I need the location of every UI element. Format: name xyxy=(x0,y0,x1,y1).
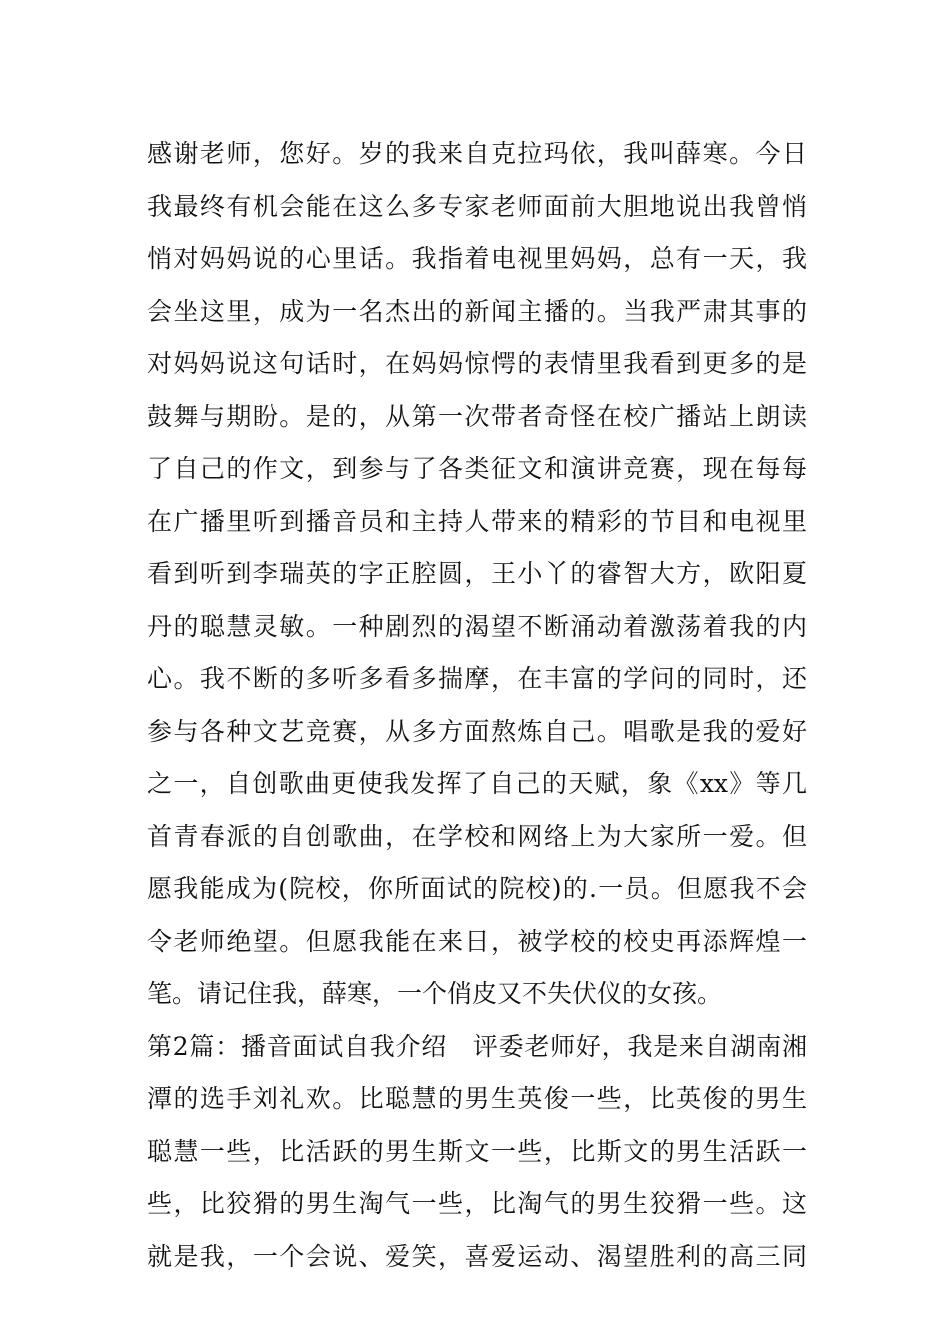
text-line: 在广播里听到播音员和主持人带来的精彩的节目和电视里 xyxy=(147,506,807,536)
text-line: 些，比狡猾的男生淘气一些，比淘气的男生狡猾一些。这 xyxy=(147,1189,807,1218)
text-line: 心。我不断的多听多看多揣摩，在丰富的学问的同时，还 xyxy=(147,664,807,693)
text-line: 潭的选手刘礼欢。比聪慧的男生英俊一些，比英俊的男生 xyxy=(147,1084,807,1113)
body-text xyxy=(147,128,807,1283)
text-line: 悄对妈妈说的心里话。我指着电视里妈妈，总有一天，我 xyxy=(147,244,807,273)
text-line: 丹的聪慧灵敏。一种剧烈的渴望不断涌动着激荡着我的内 xyxy=(147,611,807,641)
text-line: 感谢老师，您好。岁的我来自克拉玛依，我叫薛寒。今日 xyxy=(147,139,807,168)
text-line: 就是我，一个会说、爱笑，喜爱运动、渴望胜利的高三同 xyxy=(147,1241,807,1271)
text-line: 看到听到李瑞英的字正腔圆，王小丫的睿智大方，欧阳夏 xyxy=(147,559,807,588)
text-line: 对妈妈说这句话时，在妈妈惊愕的表情里我看到更多的是 xyxy=(147,349,807,378)
text-line: 愿我能成为(院校，你所面试的院校)的.一员。但愿我不会 xyxy=(147,874,807,903)
text-line: 鼓舞与期盼。是的，从第一次带者奇怪在校广播站上朗读 xyxy=(147,401,807,431)
text-line: 会坐这里，成为一名杰出的新闻主播的。当我严肃其事的 xyxy=(147,296,807,326)
section-heading-line: 第2篇：播音面试自我介绍 评委老师好，我是来自湖南湘 xyxy=(147,1031,807,1061)
text-line: 令老师绝望。但愿我能在来日，被学校的校史再添辉煌一 xyxy=(147,926,807,956)
text-line: 聪慧一些，比活跃的男生斯文一些，比斯文的男生活跃一 xyxy=(147,1136,807,1166)
text-line: 我最终有机会能在这么多专家老师面前大胆地说出我曾悄 xyxy=(147,191,807,221)
text-line: 参与各种文艺竞赛，从多方面熬炼自己。唱歌是我的爱好 xyxy=(147,716,807,746)
text-line: 了自己的作文，到参与了各类征文和演讲竞赛，现在每每 xyxy=(147,454,807,483)
text-line: 笔。请记住我，薛寒，一个俏皮又不失伏仪的女孩。 xyxy=(147,979,723,1008)
text-line: 首青春派的自创歌曲，在学校和网络上为大家所一爱。但 xyxy=(147,821,807,851)
text-line: 之一，自创歌曲更使我发挥了自己的天赋，象《xx》等几 xyxy=(147,769,807,798)
